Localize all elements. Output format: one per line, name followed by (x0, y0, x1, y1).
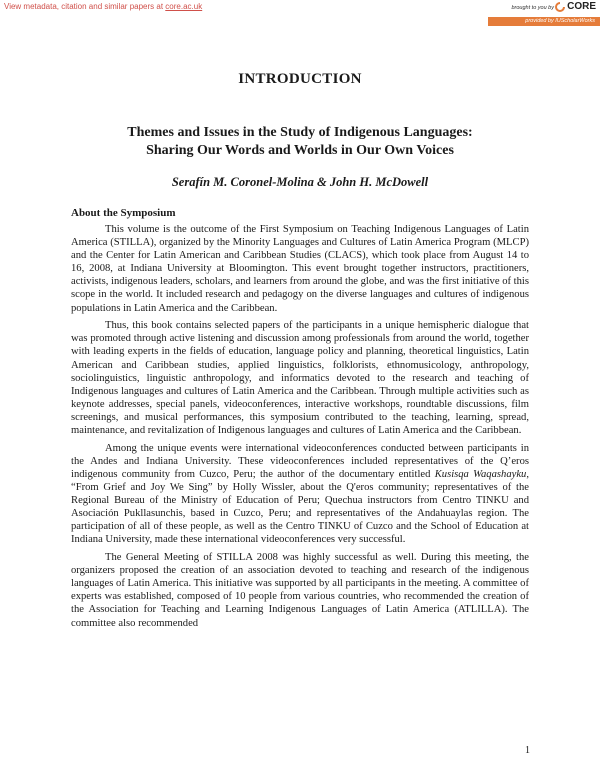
section-heading: About the Symposium (71, 207, 176, 219)
paragraph-2: Thus, this book contains selected papers of the participants in a unique hemispheric dialogue that was promoted through active listening and discussion among professionals from around the world, together with leading experts in the fields of education, language policy and planning, theoretical linguistics, Latin American and Caribbean studies, applied linguistics, folklorists, ethnomusicology, anthropology, sociolinguistics, linguistic anthropology, and informatics devoted to the research and teaching of Indigenous languages and cultures of Latin America and the Caribbean. Through multiple activities such as keynote addresses, special panels, videoconferences, interactive workshops, roundtable discussions, film screenings, and musical performances, this symposium contributed to the teaching, learning, spread, maintenance, and revitalization of Indigenous languages and cultures of Latin America and the Caribbean. (71, 320, 529, 436)
core-logo[interactable] (555, 1, 596, 12)
paragraph-3-part-2: , “From Grief and Joy We Sing” by Holly Wissler, about the Q'eros community; representatives of the Regional Bureau of the Ministry of Education of Peru; Quechua instructors from Centro TINKU and Asociación Pukllasunchis, based in Cuzco, Peru; and representatives of the Andahuaylas region. The participation of all of these people, as well as the Centro TINKU of Cuzco and the School of Education at Indiana University, made these international videoconferences very successful. (71, 468, 529, 546)
paragraph-3-part-1: Among the unique events were international videoconferences conducted between participants in the Andes and Indiana University. These videoconferences included representatives of the Q’eros indigenous community from Cuzco, Peru; the author of the documentary entitled (71, 442, 529, 480)
core-logo-icon (555, 2, 565, 12)
page-number: 1 (525, 745, 530, 756)
paper-title-line2: Sharing Our Words and Worlds in Our Own Voices (146, 143, 454, 158)
film-title: Kusisqa Waqashayku (434, 468, 527, 480)
core-banner (0, 0, 600, 29)
core-logo-text: CORE (567, 1, 596, 12)
paper-title-line1: Themes and Issues in the Study of Indigenous Languages: (127, 125, 473, 140)
authors: Serafín M. Coronel-Molina & John H. McDowell (171, 175, 429, 189)
paragraph-1: This volume is the outcome of the First Symposium on Teaching Indigenous Languages of Latin America (STILLA), organized by the Minority Languages and Cultures of Latin America Program (MLCP) and the Center for Latin American and Caribbean Studies (CLACS), which took place from August 14 to 16, 2008, at Indiana University at Bloomington. This event brought together instructors, practitioners, activists, indigenous leaders, scholars, and learners from around the globe, and was the first initiative of this scope in the world. It included research and pedagogy on the diverse languages and cultures of indigenous populations in Latin America and the Caribbean. (71, 224, 529, 314)
provided-by-strip: provided by IUScholarWorks (488, 17, 600, 26)
paragraph-4: The General Meeting of STILLA 2008 was highly successful as well. During this meeting, the organizers proposed the creation of an association devoted to teaching and research of the indigenous languages of Latin America. This initiative was supported by all participants in the meeting. A committee of experts was established, composed of 10 people from various countries, who recommended the creation of the Association for Teaching and Learning Indigenous Languages of Latin America (ATLILLA). The committee also recommended (71, 552, 529, 629)
body-text (71, 223, 529, 634)
core-link-prefix[interactable]: View metadata, citation and similar papers at (4, 2, 166, 11)
chapter-heading: INTRODUCTION (238, 71, 362, 87)
paragraph-3 (71, 442, 529, 547)
core-link-site[interactable]: core.ac.uk (165, 2, 203, 11)
brought-by-text: brought to you by (511, 5, 554, 11)
paper-title (71, 124, 529, 160)
core-metadata-link[interactable] (4, 2, 202, 11)
